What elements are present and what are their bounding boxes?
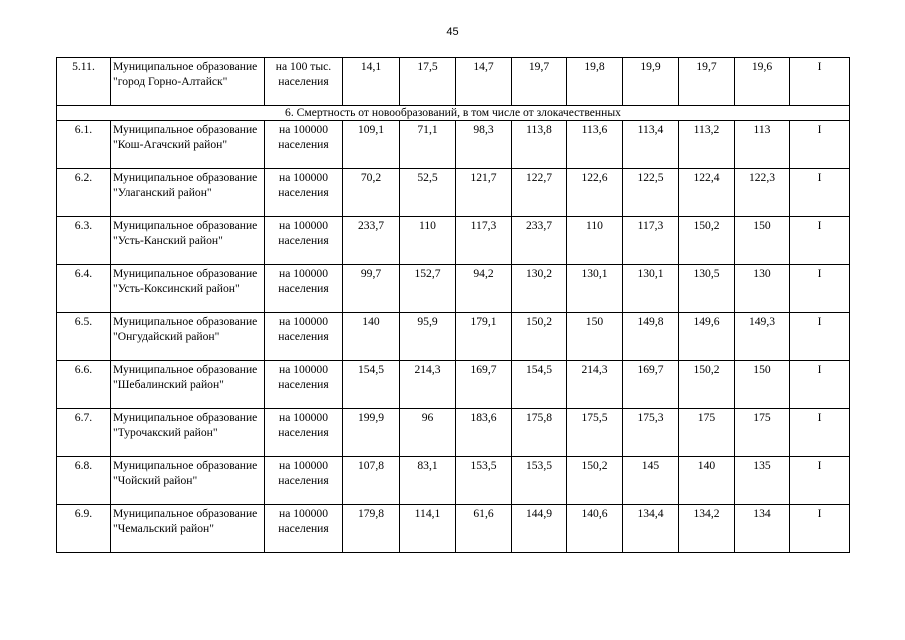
row-value: 14,7 (456, 58, 512, 106)
row-value: 61,6 (456, 505, 512, 553)
row-value: 179,8 (343, 505, 400, 553)
row-value: 110 (567, 217, 623, 265)
row-value: 154,5 (512, 361, 567, 409)
row-value: 121,7 (456, 169, 512, 217)
row-value: 140,6 (567, 505, 623, 553)
row-value: 122,3 (735, 169, 790, 217)
row-name: Муниципальное образование "Турочакский район" (111, 409, 265, 457)
row-number: 6.3. (57, 217, 111, 265)
row-value: 152,7 (400, 265, 456, 313)
row-value: 140 (679, 457, 735, 505)
row-name: Муниципальное образование "Чойский район" (111, 457, 265, 505)
row-value: 134,2 (679, 505, 735, 553)
indicators-table (56, 57, 850, 553)
row-value: 175,5 (567, 409, 623, 457)
row-value: 17,5 (400, 58, 456, 106)
row-value: 140 (343, 313, 400, 361)
row-value: 175,8 (512, 409, 567, 457)
row-value: 96 (400, 409, 456, 457)
row-value: 117,3 (456, 217, 512, 265)
row-value: 71,1 (400, 121, 456, 169)
row-number: 6.2. (57, 169, 111, 217)
row-class: I (790, 409, 850, 457)
table-row (57, 265, 850, 313)
row-value: 52,5 (400, 169, 456, 217)
row-class: I (790, 121, 850, 169)
row-unit: на 100000 населения (265, 313, 343, 361)
row-class: I (790, 169, 850, 217)
row-value: 130,5 (679, 265, 735, 313)
row-value: 150,2 (567, 457, 623, 505)
row-value: 150,2 (679, 361, 735, 409)
row-unit: на 100000 населения (265, 457, 343, 505)
row-class: I (790, 58, 850, 106)
row-value: 70,2 (343, 169, 400, 217)
table-row (57, 121, 850, 169)
row-value: 113,4 (623, 121, 679, 169)
section-header-row (57, 106, 850, 121)
table-row (57, 409, 850, 457)
row-value: 179,1 (456, 313, 512, 361)
table-row (57, 58, 850, 106)
row-value: 199,9 (343, 409, 400, 457)
row-name: Муниципальное образование "Кош-Агачский район" (111, 121, 265, 169)
row-value: 14,1 (343, 58, 400, 106)
row-unit: на 100000 населения (265, 121, 343, 169)
row-name: Муниципальное образование "Шебалинский район" (111, 361, 265, 409)
row-value: 233,7 (512, 217, 567, 265)
row-value: 149,6 (679, 313, 735, 361)
table-row (57, 457, 850, 505)
row-class: I (790, 217, 850, 265)
table-row (57, 361, 850, 409)
row-value: 214,3 (567, 361, 623, 409)
row-value: 169,7 (456, 361, 512, 409)
row-value: 114,1 (400, 505, 456, 553)
row-class: I (790, 505, 850, 553)
row-class: I (790, 265, 850, 313)
row-value: 130,1 (567, 265, 623, 313)
row-value: 113,6 (567, 121, 623, 169)
table-row (57, 217, 850, 265)
row-value: 113,2 (679, 121, 735, 169)
row-value: 145 (623, 457, 679, 505)
row-value: 19,6 (735, 58, 790, 106)
row-value: 94,2 (456, 265, 512, 313)
row-unit: на 100000 населения (265, 505, 343, 553)
row-value: 107,8 (343, 457, 400, 505)
row-value: 150,2 (512, 313, 567, 361)
row-value: 175 (735, 409, 790, 457)
row-number: 5.11. (57, 58, 111, 106)
row-value: 122,5 (623, 169, 679, 217)
row-value: 150 (567, 313, 623, 361)
row-name: Муниципальное образование "Усть-Канский район" (111, 217, 265, 265)
row-class: I (790, 361, 850, 409)
table-row (57, 505, 850, 553)
row-value: 150 (735, 217, 790, 265)
row-name: Муниципальное образование "Улаганский район" (111, 169, 265, 217)
row-name: Муниципальное образование "Онгудайский район" (111, 313, 265, 361)
row-name: Муниципальное образование "город Горно-Алтайск" (111, 58, 265, 106)
row-value: 99,7 (343, 265, 400, 313)
page-number: 45 (446, 26, 459, 38)
row-number: 6.7. (57, 409, 111, 457)
section-title: 6. Смертность от новообразований, в том числе от злокачественных (57, 106, 850, 121)
row-value: 122,7 (512, 169, 567, 217)
row-value: 130,2 (512, 265, 567, 313)
row-number: 6.4. (57, 265, 111, 313)
row-value: 110 (400, 217, 456, 265)
row-class: I (790, 457, 850, 505)
row-value: 169,7 (623, 361, 679, 409)
row-value: 113,8 (512, 121, 567, 169)
table-body (57, 121, 850, 553)
row-value: 134,4 (623, 505, 679, 553)
row-name: Муниципальное образование "Чемальский район" (111, 505, 265, 553)
table-row (57, 313, 850, 361)
row-value: 130,1 (623, 265, 679, 313)
row-name: Муниципальное образование "Усть-Коксинский район" (111, 265, 265, 313)
row-value: 214,3 (400, 361, 456, 409)
row-number: 6.6. (57, 361, 111, 409)
row-value: 134 (735, 505, 790, 553)
row-value: 109,1 (343, 121, 400, 169)
row-value: 98,3 (456, 121, 512, 169)
row-value: 153,5 (456, 457, 512, 505)
row-value: 122,4 (679, 169, 735, 217)
row-value: 113 (735, 121, 790, 169)
row-value: 130 (735, 265, 790, 313)
row-value: 117,3 (623, 217, 679, 265)
row-value: 135 (735, 457, 790, 505)
table-row (57, 169, 850, 217)
row-unit: на 100000 населения (265, 169, 343, 217)
row-number: 6.1. (57, 121, 111, 169)
row-value: 149,3 (735, 313, 790, 361)
row-value: 150 (735, 361, 790, 409)
row-unit: на 100000 населения (265, 217, 343, 265)
row-value: 175 (679, 409, 735, 457)
row-value: 122,6 (567, 169, 623, 217)
row-value: 175,3 (623, 409, 679, 457)
row-value: 83,1 (400, 457, 456, 505)
row-value: 183,6 (456, 409, 512, 457)
row-number: 6.5. (57, 313, 111, 361)
row-value: 153,5 (512, 457, 567, 505)
row-value: 19,7 (679, 58, 735, 106)
row-value: 149,8 (623, 313, 679, 361)
row-unit: на 100 тыс. населения (265, 58, 343, 106)
row-class: I (790, 313, 850, 361)
row-unit: на 100000 населения (265, 361, 343, 409)
row-number: 6.9. (57, 505, 111, 553)
row-value: 19,7 (512, 58, 567, 106)
row-value: 19,9 (623, 58, 679, 106)
row-value: 144,9 (512, 505, 567, 553)
row-unit: на 100000 населения (265, 409, 343, 457)
row-value: 150,2 (679, 217, 735, 265)
row-value: 95,9 (400, 313, 456, 361)
row-unit: на 100000 населения (265, 265, 343, 313)
row-value: 233,7 (343, 217, 400, 265)
row-value: 19,8 (567, 58, 623, 106)
row-number: 6.8. (57, 457, 111, 505)
row-value: 154,5 (343, 361, 400, 409)
